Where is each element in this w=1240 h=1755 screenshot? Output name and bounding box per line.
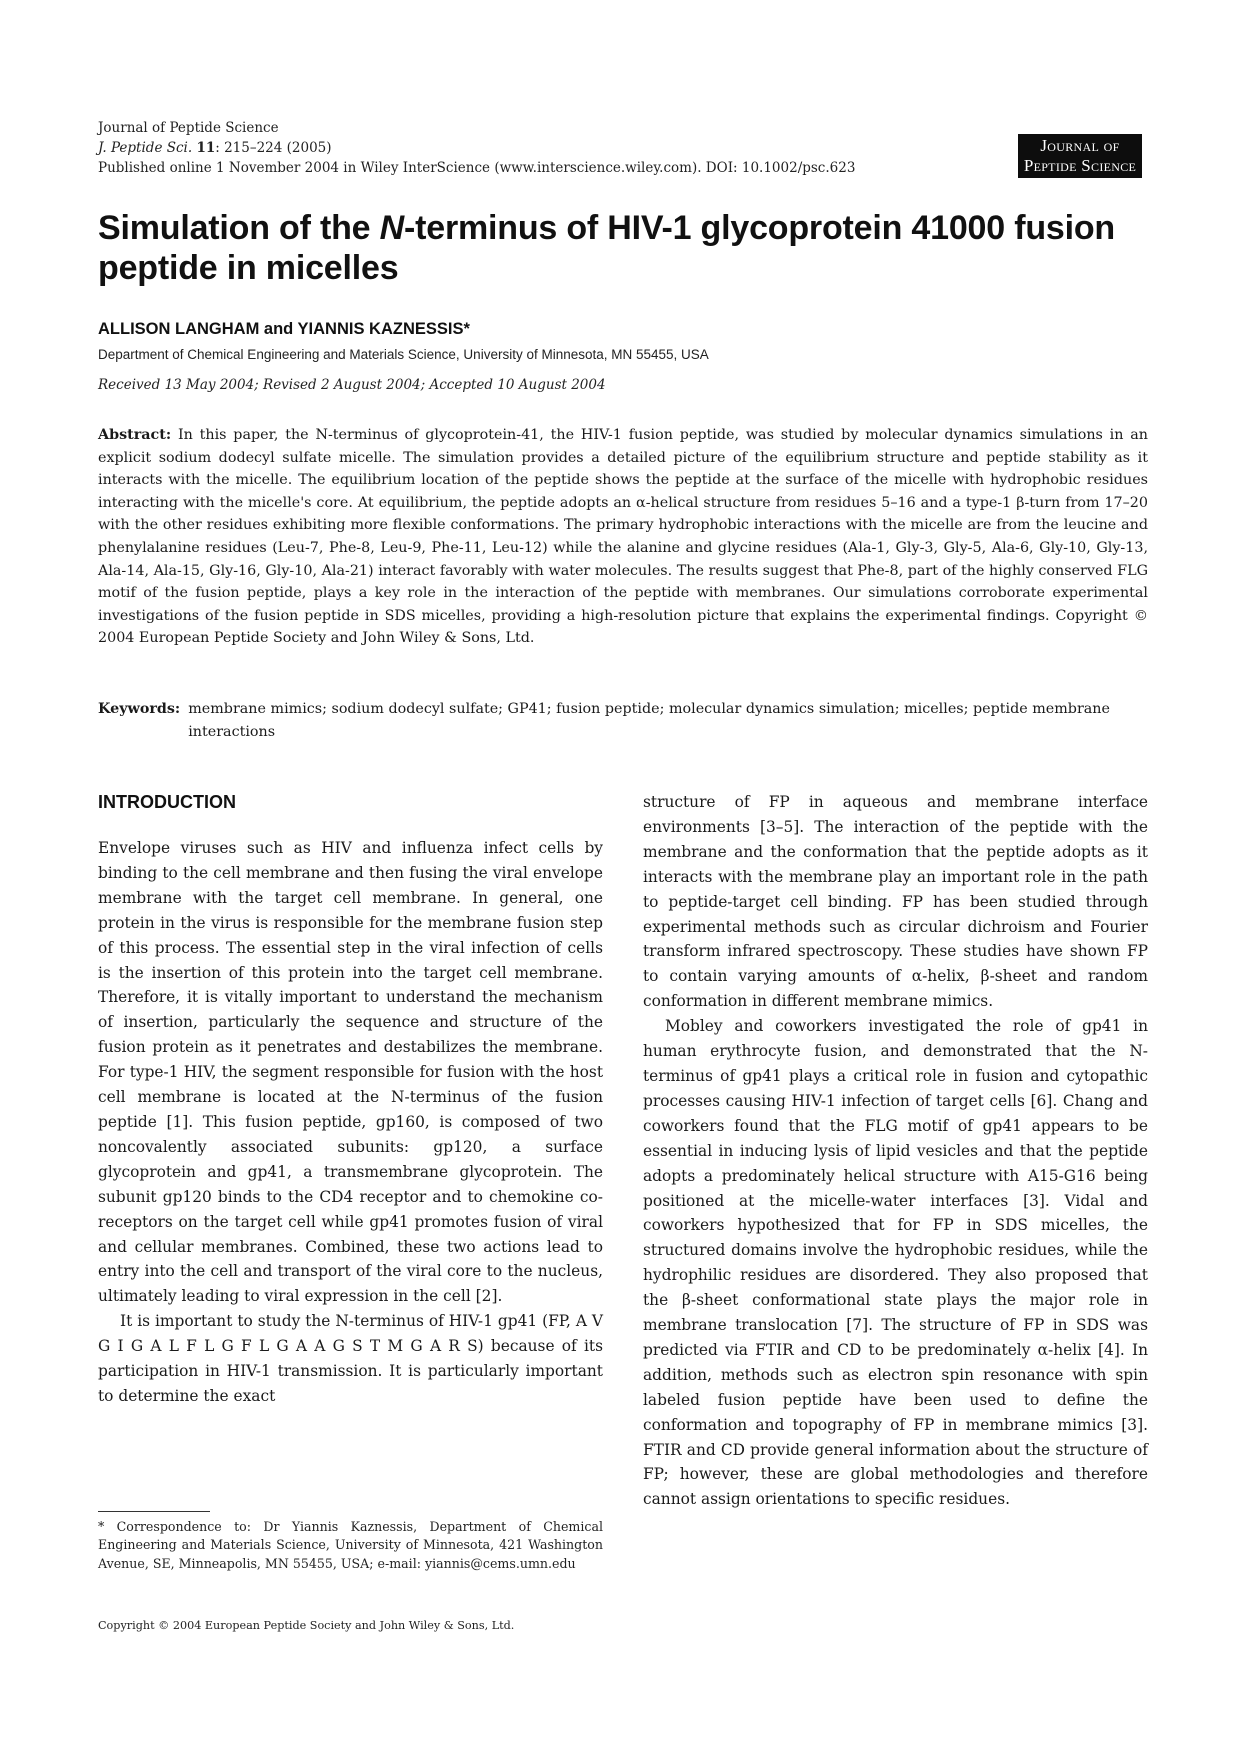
- title-part-1: Simulation of the: [98, 209, 380, 247]
- title-italic: N: [379, 209, 404, 247]
- paragraph: Mobley and coworkers investigated the role of gp41 in human erythrocyte fusion, and demonstrated that the N-terminus of gp41 plays a critical role in fusion and cytopathic processes causing HIV-1 infection of target cells [6]. Chang and coworkers found that the FLG motif of gp41 appears to be essential in inducing lysis of lipid vesicles and that the peptide adopts a predominately helical structure with A15-G16 being positioned at the micelle-water interfaces [3]. Vidal and coworkers hypothesized that for FP in SDS micelles, the structured domains involve the hydrophobic residues, while the hydrophilic residues are disordered. They also proposed that the β-sheet conformational state plays the major role in membrane translocation [7]. The structure of FP in SDS was predicted via FTIR and CD to be predominately α-helix [4]. In addition, methods such as electron spin resonance with spin labeled fusion peptide have been used to define the conformation and topography of FP in membrane mimics [3]. FTIR and CD provide general information about the structure of FP; however, these are global methodologies and therefore cannot assign orientations to specific residues.: [643, 1017, 1148, 1509]
- citation-volume: 11: [196, 140, 216, 156]
- paragraph: It is important to study the N-terminus of HIV-1 gp41 (FP, A V G I G A L F L G F L G A A G S T M G A R S) because of its participation in HIV-1 transmission. It is particularly important to determine the exact: [98, 1312, 603, 1405]
- affiliation: Department of Chemical Engineering and Materials Science, University of Minnesota, MN 55455, USA: [98, 347, 709, 362]
- title-part-2: -terminus of HIV-1 glycoprotein 41000 fusion peptide in micelles: [98, 209, 1115, 287]
- paragraph: structure of FP in aqueous and membrane interface environments [3–5]. The interaction of the peptide with the membrane and the conformation that the peptide adopts as it interacts with the membrane play an important role in the path to peptide-target cell binding. FP has been studied through experimental methods such as circular dichroism and Fourier transform infrared spectroscopy. These studies have shown FP to contain varying amounts of α-helix, β-sheet and random conformation in different membrane mimics.: [643, 793, 1148, 1011]
- journal-name: Journal of Peptide Science: [98, 120, 279, 136]
- right-column: [643, 790, 1148, 1512]
- logo-line-2: Peptide Science: [1023, 156, 1137, 175]
- correspondence-footnote: * Correspondence to: Dr Yiannis Kaznessis, Department of Chemical Engineering and Materials Science, University of Minnesota, 421 Washington Avenue, SE, Minneapolis, MN 55455, USA; e-mail: yiannis@cems.umn.edu: [98, 1519, 603, 1571]
- authors: ALLISON LANGHAM and YIANNIS KAZNESSIS*: [98, 320, 470, 338]
- article-title: [98, 208, 1148, 288]
- journal-logo: [1018, 134, 1142, 178]
- abstract-text: In this paper, the N-terminus of glycoprotein-41, the HIV-1 fusion peptide, was studied by molecular dynamics simulations in an explicit sodium dodecyl sulfate micelle. The simulation provides a detailed picture of the equilibrium structure and peptide stability as it interacts with the micelle. The equilibrium location of the peptide shows the peptide at the surface of the micelle with hydrophobic residues interacting with the micelle's core. At equilibrium, the peptide adopts an α-helical structure from residues 5–16 and a type-1 β-turn from 17–20 with the other residues exhibiting more flexible conformations. The primary hydrophobic interactions with the micelle are from the leucine and phenylalanine residues (Leu-7, Phe-8, Leu-9, Phe-11, Leu-12) while the alanine and glycine residues (Ala-1, Gly-3, Gly-5, Ala-6, Gly-10, Gly-13, Ala-14, Ala-15, Gly-16, Gly-10, Ala-21) interact favorably with water molecules. The results suggest that Phe-8, part of the highly conserved FLG motif of the fusion peptide, plays a key role in the interaction of the peptide with membranes. Our simulations corroborate experimental investigations of the fusion peptide in SDS micelles, providing a high-resolution picture that explains the experimental findings. Copyright © 2004 European Peptide Society and John Wiley & Sons, Ltd.: [98, 427, 1149, 647]
- paragraph: Envelope viruses such as HIV and influenza infect cells by binding to the cell membrane and then fusing the viral envelope membrane with the target cell membrane. In general, one protein in the virus is responsible for the membrane fusion step of this process. The essential step in the viral infection of cells is the insertion of this protein into the target cell membrane. Therefore, it is vitally important to understand the mechanism of insertion, particularly the sequence and structure of the fusion protein as it penetrates and destabilizes the membrane. For type-1 HIV, the segment responsible for fusion with the host cell membrane is located at the N-terminus of the fusion peptide [1]. This fusion peptide, gp160, is composed of two noncovalently associated subunits: gp120, a surface glycoprotein and gp41, a transmembrane glycoprotein. The subunit gp120 binds to the CD4 receptor and to chemokine co-receptors on the target cell while gp41 promotes fusion of viral and cellular membranes. Combined, these two actions lead to entry into the cell and transport of the viral core to the nucleus, ultimately leading to viral expression in the cell [2].: [98, 839, 603, 1306]
- keywords-label: Keywords:: [98, 701, 181, 717]
- abstract-label: Abstract:: [98, 427, 172, 443]
- citation-pages: : 215–224 (2005): [215, 140, 332, 156]
- left-column: [98, 790, 603, 1409]
- keywords: [98, 698, 1148, 743]
- citation-journal: J. Peptide Sci.: [98, 140, 193, 156]
- section-heading-introduction: INTRODUCTION: [98, 792, 236, 812]
- received-dates: Received 13 May 2004; Revised 2 August 2004; Accepted 10 August 2004: [98, 377, 606, 393]
- citation: [98, 138, 1148, 158]
- copyright-notice: Copyright © 2004 European Peptide Society and John Wiley & Sons, Ltd.: [98, 1619, 515, 1632]
- logo-line-1: Journal of: [1040, 136, 1120, 155]
- keywords-text: membrane mimics; sodium dodecyl sulfate; GP41; fusion peptide; molecular dynamics simulation; micelles; peptide membrane interactions: [188, 701, 1110, 740]
- abstract: [98, 424, 1148, 650]
- footnote-divider: [98, 1511, 210, 1512]
- publication-info: Published online 1 November 2004 in Wiley InterScience (www.interscience.wiley.com). DOI: 10.1002/psc.623: [98, 160, 856, 176]
- journal-header: [98, 118, 1148, 178]
